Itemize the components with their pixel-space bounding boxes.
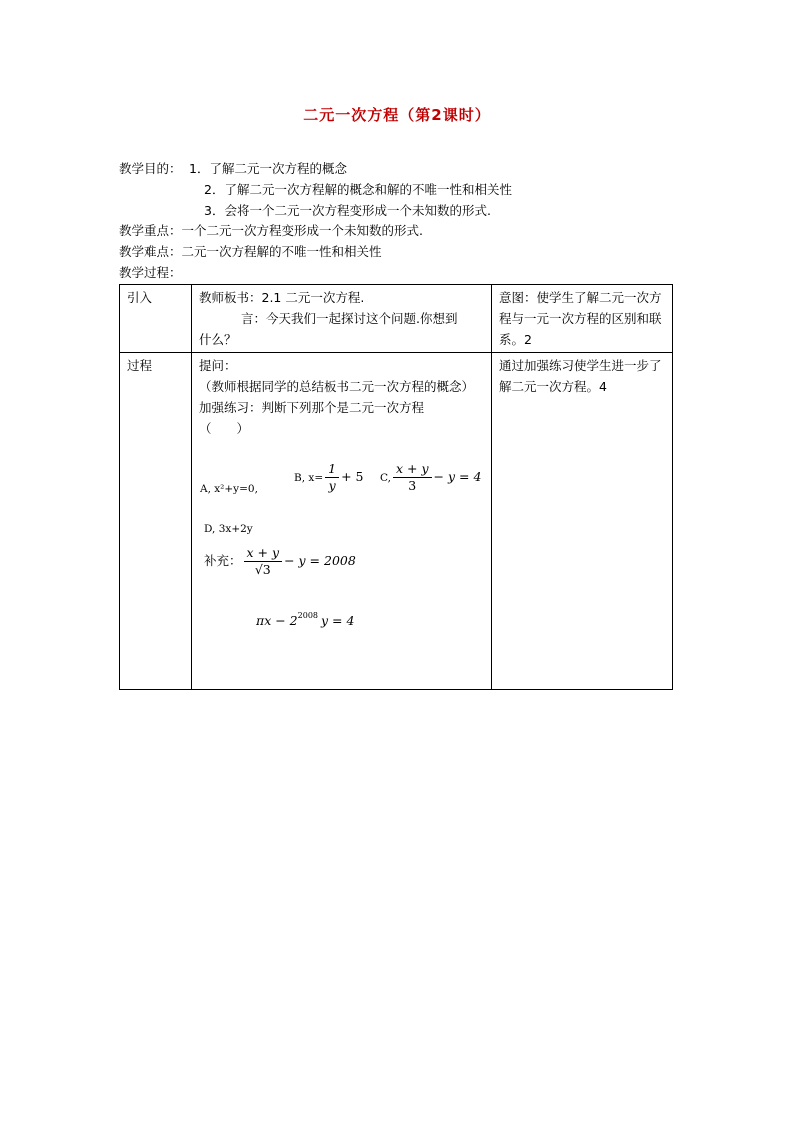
table-row — [120, 353, 673, 690]
option-b-prefix: B, x= — [294, 472, 324, 484]
option-c — [380, 461, 481, 494]
teacher-note: （教师根据同学的总结板书二元一次方程的概念） — [199, 379, 475, 394]
option-b-numerator: 1 — [325, 461, 339, 478]
table-row — [120, 285, 673, 353]
option-a: A, x²+y=0, — [200, 483, 258, 495]
option-b — [294, 461, 363, 494]
equation-2-base: πx − 2 — [256, 613, 298, 628]
objective-item-1: 1．了解二元一次方程的概念 — [189, 161, 347, 176]
content-cell — [192, 353, 492, 690]
key-point: 教学重点：一个二元一次方程变形成一个未知数的形式. — [119, 223, 423, 238]
teacher-speech-end: 什么？ — [199, 332, 237, 347]
supplement-numerator: x + y — [244, 545, 283, 562]
supplement-denominator: √3 — [254, 562, 271, 577]
board-text: 教师板书：2.1 二元一次方程. — [199, 290, 365, 305]
document-title: 二元一次方程（第2课时） — [303, 106, 491, 124]
teacher-speech: 言：今天我们一起探讨这个问题.你想到 — [241, 311, 458, 326]
option-d: D, 3x+2y — [204, 523, 253, 535]
option-c-prefix: C, — [380, 472, 391, 484]
objective-item-3: 3．会将一个二元一次方程变形成一个未知数的形式. — [204, 203, 491, 218]
option-b-denominator: y — [328, 478, 336, 493]
supplement-suffix: − y = 2008 — [284, 553, 356, 568]
stage-cell: 引入 — [120, 285, 192, 353]
supplement-equation-2 — [256, 605, 354, 631]
equation-2-exponent: 2008 — [297, 611, 318, 620]
option-c-denominator: 3 — [408, 478, 417, 493]
stage-cell: 过程 — [120, 353, 192, 690]
question-label: 提问： — [199, 358, 237, 373]
process-label: 教学过程： — [119, 265, 182, 280]
equation-2-rhs: y = 4 — [321, 613, 355, 628]
option-b-fraction — [325, 461, 339, 494]
content-cell — [192, 285, 492, 353]
supplement-label: 补充： — [204, 553, 242, 568]
difficulty: 教学难点：二元一次方程解的不唯一性和相关性 — [119, 244, 382, 259]
supplement-fraction — [244, 545, 283, 578]
answer-bracket: （ ） — [199, 421, 250, 436]
intent-cell: 通过加强练习使学生进一步了解二元一次方程。4 — [492, 353, 673, 690]
option-c-fraction — [393, 461, 432, 494]
option-b-suffix: + 5 — [341, 469, 364, 484]
option-c-suffix: − y = 4 — [433, 469, 482, 484]
supplement-equation-1 — [204, 545, 356, 578]
intent-cell: 意图：使学生了解二元一次方程与一元一次方程的区别和联系。2 — [492, 285, 673, 353]
practice-prompt: 加强练习：判断下列那个是二元一次方程 — [199, 400, 425, 415]
option-c-numerator: x + y — [393, 461, 432, 478]
objective-item-2: 2．了解二元一次方程解的概念和解的不唯一性和相关性 — [204, 182, 512, 197]
objectives-label: 教学目的： — [119, 161, 182, 176]
lesson-table — [119, 284, 673, 690]
